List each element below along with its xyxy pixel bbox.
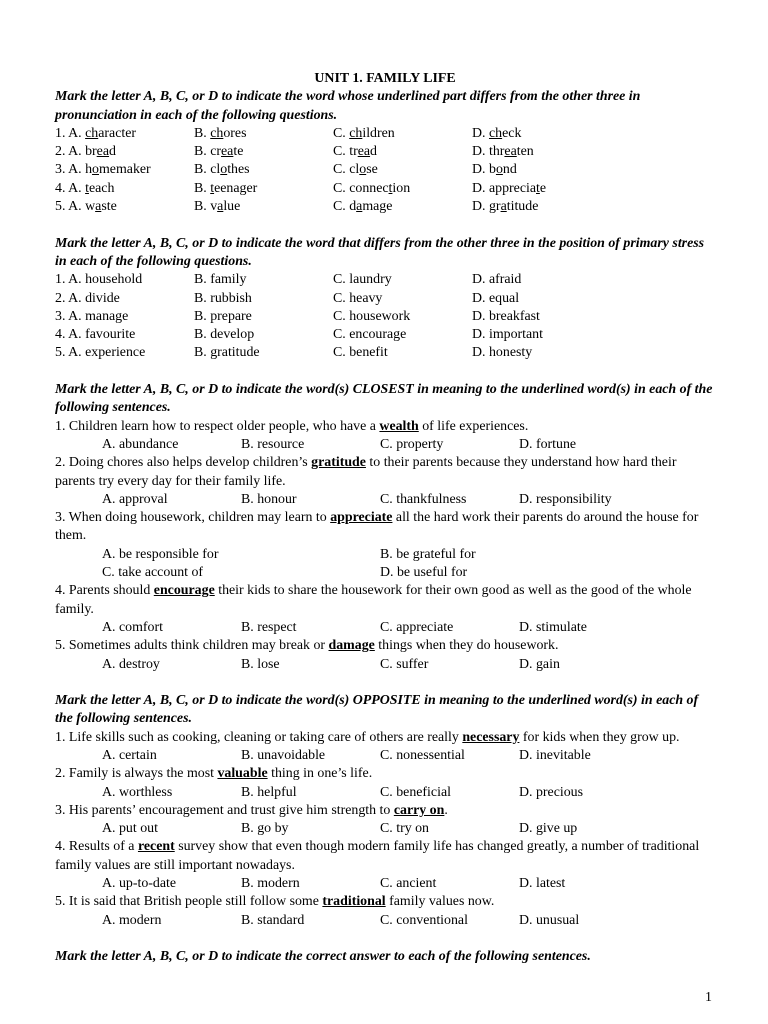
underlined-sound: ch <box>349 125 363 141</box>
option: A. be responsible for <box>102 546 219 562</box>
option: D. gratitude <box>472 199 539 215</box>
underlined-sound: a <box>95 199 102 215</box>
underlined-sound: a <box>217 199 224 215</box>
underlined-sound: ea <box>221 144 234 160</box>
options-row <box>55 564 715 582</box>
underlined-sound: ea <box>504 144 517 160</box>
page-title: UNIT 1. FAMILY LIFE <box>314 71 456 86</box>
underlined-sound: t <box>388 180 393 196</box>
option: B. chores <box>194 125 247 141</box>
stress-questions <box>55 271 715 362</box>
question-text: 5. Sometimes adults think children may break or damage things when they do housework. <box>55 638 559 654</box>
opposite-questions <box>55 729 715 930</box>
option: D. afraid <box>472 272 522 288</box>
option: D. check <box>472 125 522 141</box>
options-row <box>55 784 715 802</box>
options-row <box>55 546 715 564</box>
option: D. give up <box>519 821 578 837</box>
option: 3. A. homemaker <box>55 162 151 178</box>
underlined-keyword: recent <box>137 839 175 855</box>
option: B. clothes <box>194 162 250 178</box>
option: C. housework <box>333 308 411 324</box>
option: B. value <box>194 199 241 215</box>
question-row <box>55 290 715 308</box>
page-number: 1 <box>705 990 712 1005</box>
option: B. go by <box>241 821 289 837</box>
option: D. important <box>472 327 543 343</box>
option: B. create <box>194 144 244 160</box>
option: B. prepare <box>194 308 252 324</box>
question-text: 2. Family is always the most valuable thing in one’s life. <box>55 766 373 782</box>
underlined-keyword: necessary <box>462 729 520 745</box>
underlined-sound: t <box>85 180 89 196</box>
underlined-sound: ch <box>85 125 99 141</box>
question-text: 3. When doing housework, children may learn to appreciate all the hard work their parents do around the house for them. <box>55 510 699 544</box>
option: D. unusual <box>519 912 580 928</box>
underlined-sound: t <box>210 180 215 196</box>
option: B. rubbish <box>194 290 252 306</box>
option: D. bond <box>472 162 517 178</box>
underlined-keyword: encourage <box>153 583 215 599</box>
underlined-sound: o <box>495 162 503 178</box>
instruction-correct: Mark the letter A, B, C, or D to indicate the correct answer to each of the following sentences. <box>55 949 591 965</box>
option: D. precious <box>519 784 584 800</box>
option: 5. A. waste <box>55 199 117 215</box>
pronunciation-questions <box>55 125 715 216</box>
option: C. appreciate <box>380 619 454 635</box>
option: B. be grateful for <box>380 546 476 562</box>
option: C. take account of <box>102 565 204 581</box>
instruction-stress: Mark the letter A, B, C, or D to indicate the word that differs from the other three in the position of primary stress in each of the following questions. <box>55 235 705 269</box>
underlined-sound: o <box>220 162 228 178</box>
option: B. honour <box>241 491 297 507</box>
option: C. damage <box>333 199 393 215</box>
underlined-keyword: gratitude <box>311 455 366 471</box>
option: 3. A. manage <box>55 308 129 324</box>
option: A. worthless <box>102 784 173 800</box>
option: B. family <box>194 272 247 288</box>
option: C. heavy <box>333 290 383 306</box>
options-row <box>55 656 715 674</box>
question-text: 2. Doing chores also helps develop children’s gratitude to their parents because they understand how hard their parents try every day for their family life. <box>55 455 677 489</box>
option: D. breakfast <box>472 308 540 324</box>
option: B. helpful <box>241 784 297 800</box>
underlined-keyword: valuable <box>217 766 268 782</box>
option: D. stimulate <box>519 619 587 635</box>
option: C. ancient <box>380 876 437 892</box>
option: C. property <box>380 436 444 452</box>
question-row <box>55 180 715 198</box>
option: 4. A. teach <box>55 180 115 196</box>
option: 1. A. character <box>55 125 137 141</box>
instruction-pronunciation: Mark the letter A, B, C, or D to indicate the word whose underlined part differs from the other three in pronunciation in each of the following questions. <box>55 89 641 123</box>
option: A. approval <box>102 491 168 507</box>
question-row <box>55 326 715 344</box>
option: B. resource <box>241 436 305 452</box>
underlined-keyword: traditional <box>322 894 386 910</box>
option: D. fortune <box>519 436 577 452</box>
option: 2. A. bread <box>55 144 116 160</box>
underlined-sound: a <box>356 199 363 215</box>
options-row <box>55 619 715 637</box>
option: B. modern <box>241 876 300 892</box>
option: 2. A. divide <box>55 290 120 306</box>
option: D. threaten <box>472 144 534 160</box>
option: D. be useful for <box>380 565 468 581</box>
instruction-opposite: Mark the letter A, B, C, or D to indicate the word(s) OPPOSITE in meaning to the underlined word(s) in each of the following sentences. <box>55 693 699 727</box>
option: B. develop <box>194 327 255 343</box>
question-text: 3. His parents’ encouragement and trust give him strength to carry on. <box>55 802 448 818</box>
question-row <box>55 161 715 179</box>
option: A. modern <box>102 912 162 928</box>
underlined-sound: ch <box>210 125 224 141</box>
option: D. gain <box>519 656 560 672</box>
option: C. conventional <box>380 912 468 928</box>
options-row <box>55 820 715 838</box>
underlined-sound: ea <box>96 144 110 160</box>
underlined-keyword: damage <box>328 638 375 654</box>
option: B. unavoidable <box>241 747 326 763</box>
question-row <box>55 271 715 289</box>
option: C. benefit <box>333 345 388 361</box>
option: B. gratitude <box>194 345 260 361</box>
option: B. teenager <box>194 180 258 196</box>
option: C. suffer <box>380 656 429 672</box>
option: B. lose <box>241 656 280 672</box>
option: C. connection <box>333 180 411 196</box>
underlined-sound: o <box>92 162 99 178</box>
option: 5. A. experience <box>55 345 146 361</box>
underlined-sound: o <box>359 162 367 178</box>
options-row <box>55 747 715 765</box>
underlined-sound: ea <box>357 144 371 160</box>
options-row <box>55 912 715 930</box>
option: D. inevitable <box>519 747 591 763</box>
option: C. beneficial <box>380 784 451 800</box>
option: A. comfort <box>102 619 163 635</box>
question-text: 4. Results of a recent survey show that even though modern family life has changed greatly, a number of traditional family values are still important nowadays. <box>55 839 700 873</box>
question-row <box>55 125 715 143</box>
option: A. up-to-date <box>102 876 177 892</box>
option: D. responsibility <box>519 491 612 507</box>
underlined-keyword: wealth <box>379 418 419 434</box>
option: A. certain <box>102 747 157 763</box>
underlined-sound: ch <box>488 125 503 141</box>
options-row <box>55 491 715 509</box>
option: A. abundance <box>102 436 179 452</box>
options-row <box>55 875 715 893</box>
underlined-sound: a <box>500 199 507 215</box>
option: C. laundry <box>333 272 392 288</box>
option: B. standard <box>241 912 305 928</box>
option: C. tread <box>333 144 377 160</box>
question-text: 1. Life skills such as cooking, cleaning or taking care of others are really necessary for kids when they grow up. <box>55 729 680 745</box>
option: C. children <box>333 125 395 141</box>
option: D. equal <box>472 290 520 306</box>
options-row <box>55 436 715 454</box>
underlined-keyword: carry on <box>393 802 445 818</box>
question-row <box>55 344 715 362</box>
option: D. honesty <box>472 345 533 361</box>
option: D. appreciate <box>472 180 547 196</box>
instruction-closest: Mark the letter A, B, C, or D to indicate the word(s) CLOSEST in meaning to the underlined word(s) in each of the following sentences. <box>55 382 713 416</box>
underlined-sound: t <box>536 180 540 196</box>
option: C. try on <box>380 821 430 837</box>
underlined-keyword: appreciate <box>330 510 393 526</box>
question-text: 1. Children learn how to respect older people, who have a wealth of life experiences. <box>55 418 529 434</box>
option: 1. A. household <box>55 272 143 288</box>
option: C. thankfulness <box>380 491 467 507</box>
option: C. encourage <box>333 327 407 343</box>
option: A. put out <box>102 821 158 837</box>
option: C. close <box>333 162 378 178</box>
option: B. respect <box>241 619 297 635</box>
closest-questions <box>55 418 715 674</box>
question-row <box>55 143 715 161</box>
option: C. nonessential <box>380 747 465 763</box>
question-text: 4. Parents should encourage their kids to share the housework for their own good as well as the good of the whole family. <box>55 583 692 617</box>
question-row <box>55 198 715 216</box>
worksheet <box>55 70 715 967</box>
option: D. latest <box>519 876 566 892</box>
question-row <box>55 308 715 326</box>
option: A. destroy <box>102 656 160 672</box>
option: 4. A. favourite <box>55 327 136 343</box>
question-text: 5. It is said that British people still follow some traditional family values now. <box>55 894 495 910</box>
